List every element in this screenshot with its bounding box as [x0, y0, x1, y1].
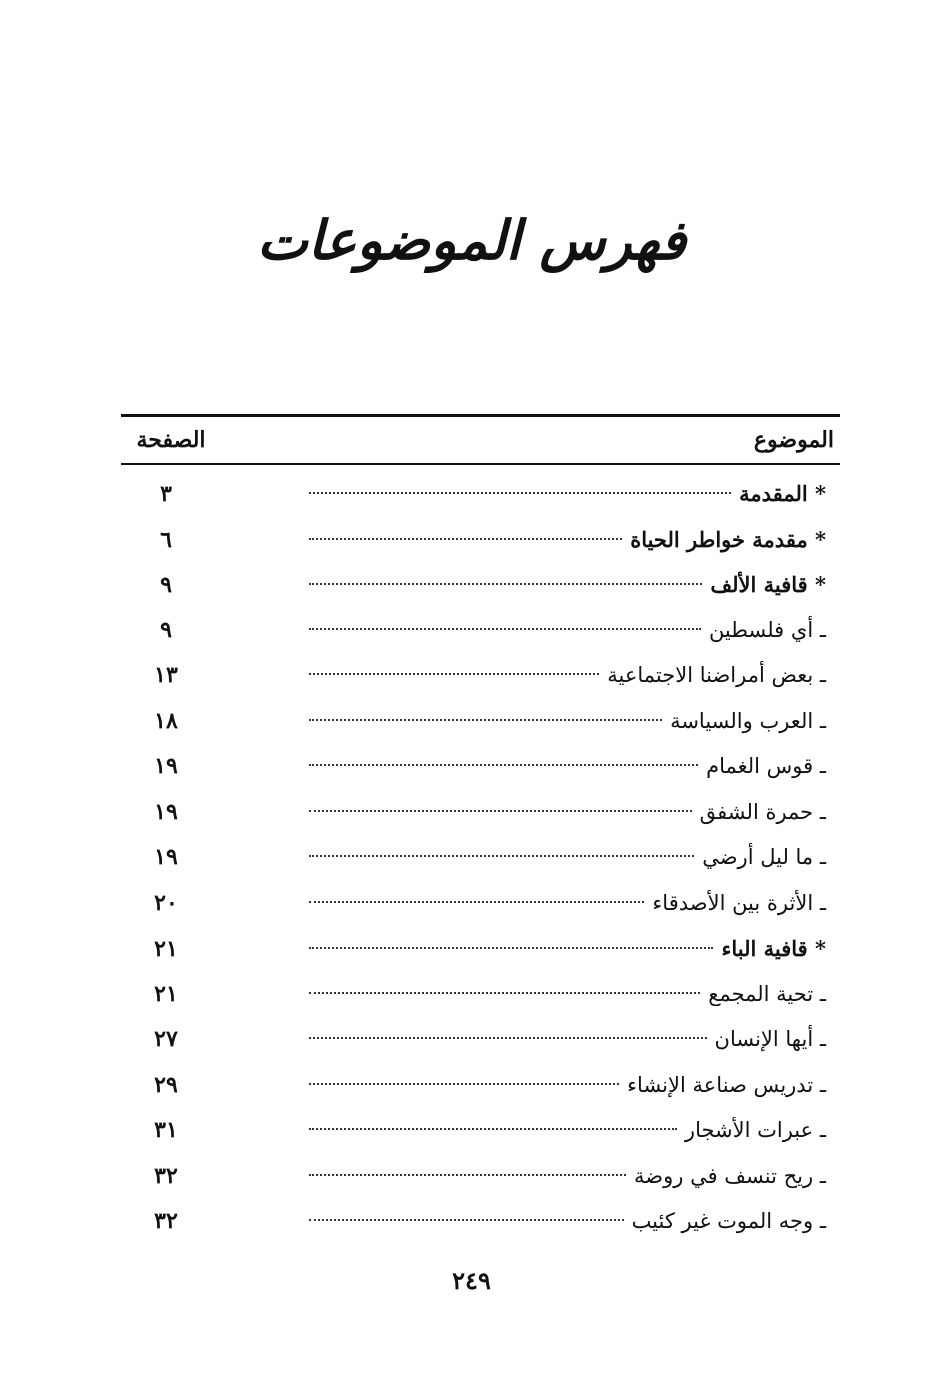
entry-page: ٩: [160, 616, 172, 643]
entry-page: ٣: [160, 481, 172, 507]
toc-entry: [121, 881, 840, 927]
entry-topic: ـ أيها الإنسان: [714, 1027, 826, 1051]
entry-page: ١٩: [154, 844, 178, 870]
entry-topic: * قافية الباء: [721, 936, 826, 961]
entry-page: ١٩: [154, 753, 178, 779]
entry-page: ١٣: [154, 662, 178, 688]
header-rule: [121, 463, 840, 465]
entry-topic: ـ تحية المجمع: [708, 981, 826, 1006]
entry-topic: ـ قوس الغمام: [706, 754, 826, 778]
entry-topic: ـ وجه الموت غير كئيب: [631, 1209, 826, 1233]
dot-leader: [309, 538, 622, 540]
entry-topic: * المقدمة: [739, 481, 826, 506]
dot-leader: [309, 1219, 624, 1221]
entry-page: ٦: [160, 526, 172, 553]
toc-entry: [121, 699, 840, 745]
entry-topic: ـ تدريس صناعة الإنشاء: [627, 1072, 826, 1097]
toc-entry: [121, 1108, 840, 1154]
page-title: فهرس الموضوعات: [256, 208, 687, 272]
dot-leader: [309, 764, 698, 766]
entry-topic: ـ العرب والسياسة: [670, 708, 826, 733]
entry-topic: ـ أي فلسطين: [708, 617, 826, 642]
entry-topic: ـ عبرات الأشجار: [684, 1118, 826, 1142]
entry-page: ٣٢: [154, 1208, 178, 1234]
entry-topic: ـ ريح تنسف في روضة: [634, 1163, 826, 1188]
entry-page: ٢٠: [154, 889, 178, 916]
toc-entry: [121, 790, 840, 836]
toc-entry: [121, 517, 840, 563]
entry-topic: ـ الأثرة بين الأصدقاء: [652, 890, 826, 915]
dot-leader: [309, 992, 700, 994]
dot-leader: [309, 628, 701, 630]
toc-entry: [121, 471, 840, 517]
toc-entry: [121, 972, 840, 1018]
entry-page: ٣١: [154, 1117, 178, 1143]
page-column-header: الصفحة: [136, 427, 206, 453]
dot-leader: [309, 855, 694, 857]
entry-topic: ـ بعض أمراضنا الاجتماعية: [607, 663, 826, 687]
dot-leader: [309, 1128, 677, 1130]
topic-column-header: الموضوع: [753, 427, 834, 453]
toc-entry: [121, 744, 840, 790]
toc-entry: [121, 562, 840, 608]
entry-page: ٢١: [154, 980, 178, 1007]
toc-entry: [121, 653, 840, 699]
dot-leader: [309, 492, 731, 494]
entry-page: ٢٩: [154, 1071, 178, 1098]
entry-page: ٢١: [154, 936, 178, 962]
table-of-contents: [121, 414, 840, 1245]
dot-leader: [309, 673, 599, 675]
dot-leader: [309, 583, 702, 585]
entry-page: ١٨: [154, 707, 178, 734]
toc-entries: [121, 471, 840, 1245]
entry-page: ٩: [160, 572, 172, 598]
entry-page: ٢٧: [154, 1026, 178, 1052]
entry-topic: ـ حمرة الشفق: [699, 799, 826, 824]
toc-entry: [121, 1154, 840, 1200]
toc-entry: [121, 608, 840, 654]
toc-entry: [121, 835, 840, 881]
toc-header: [121, 417, 840, 463]
dot-leader: [309, 1083, 619, 1085]
page-number: ٢٤٩: [452, 1266, 491, 1295]
toc-entry: [121, 1199, 840, 1245]
toc-entry: [121, 926, 840, 972]
entry-page: ١٩: [154, 798, 178, 825]
entry-topic: * قافية الألف: [710, 572, 826, 597]
entry-topic: ـ ما ليل أرضي: [702, 845, 826, 869]
dot-leader: [309, 947, 713, 949]
dot-leader: [309, 1037, 707, 1039]
toc-entry: [121, 1063, 840, 1109]
entry-topic: * مقدمة خواطر الحياة: [630, 526, 826, 552]
dot-leader: [309, 719, 662, 721]
dot-leader: [309, 810, 692, 812]
entry-page: ٣٢: [154, 1162, 178, 1189]
dot-leader: [309, 901, 644, 903]
toc-entry: [121, 1017, 840, 1063]
dot-leader: [309, 1174, 626, 1176]
